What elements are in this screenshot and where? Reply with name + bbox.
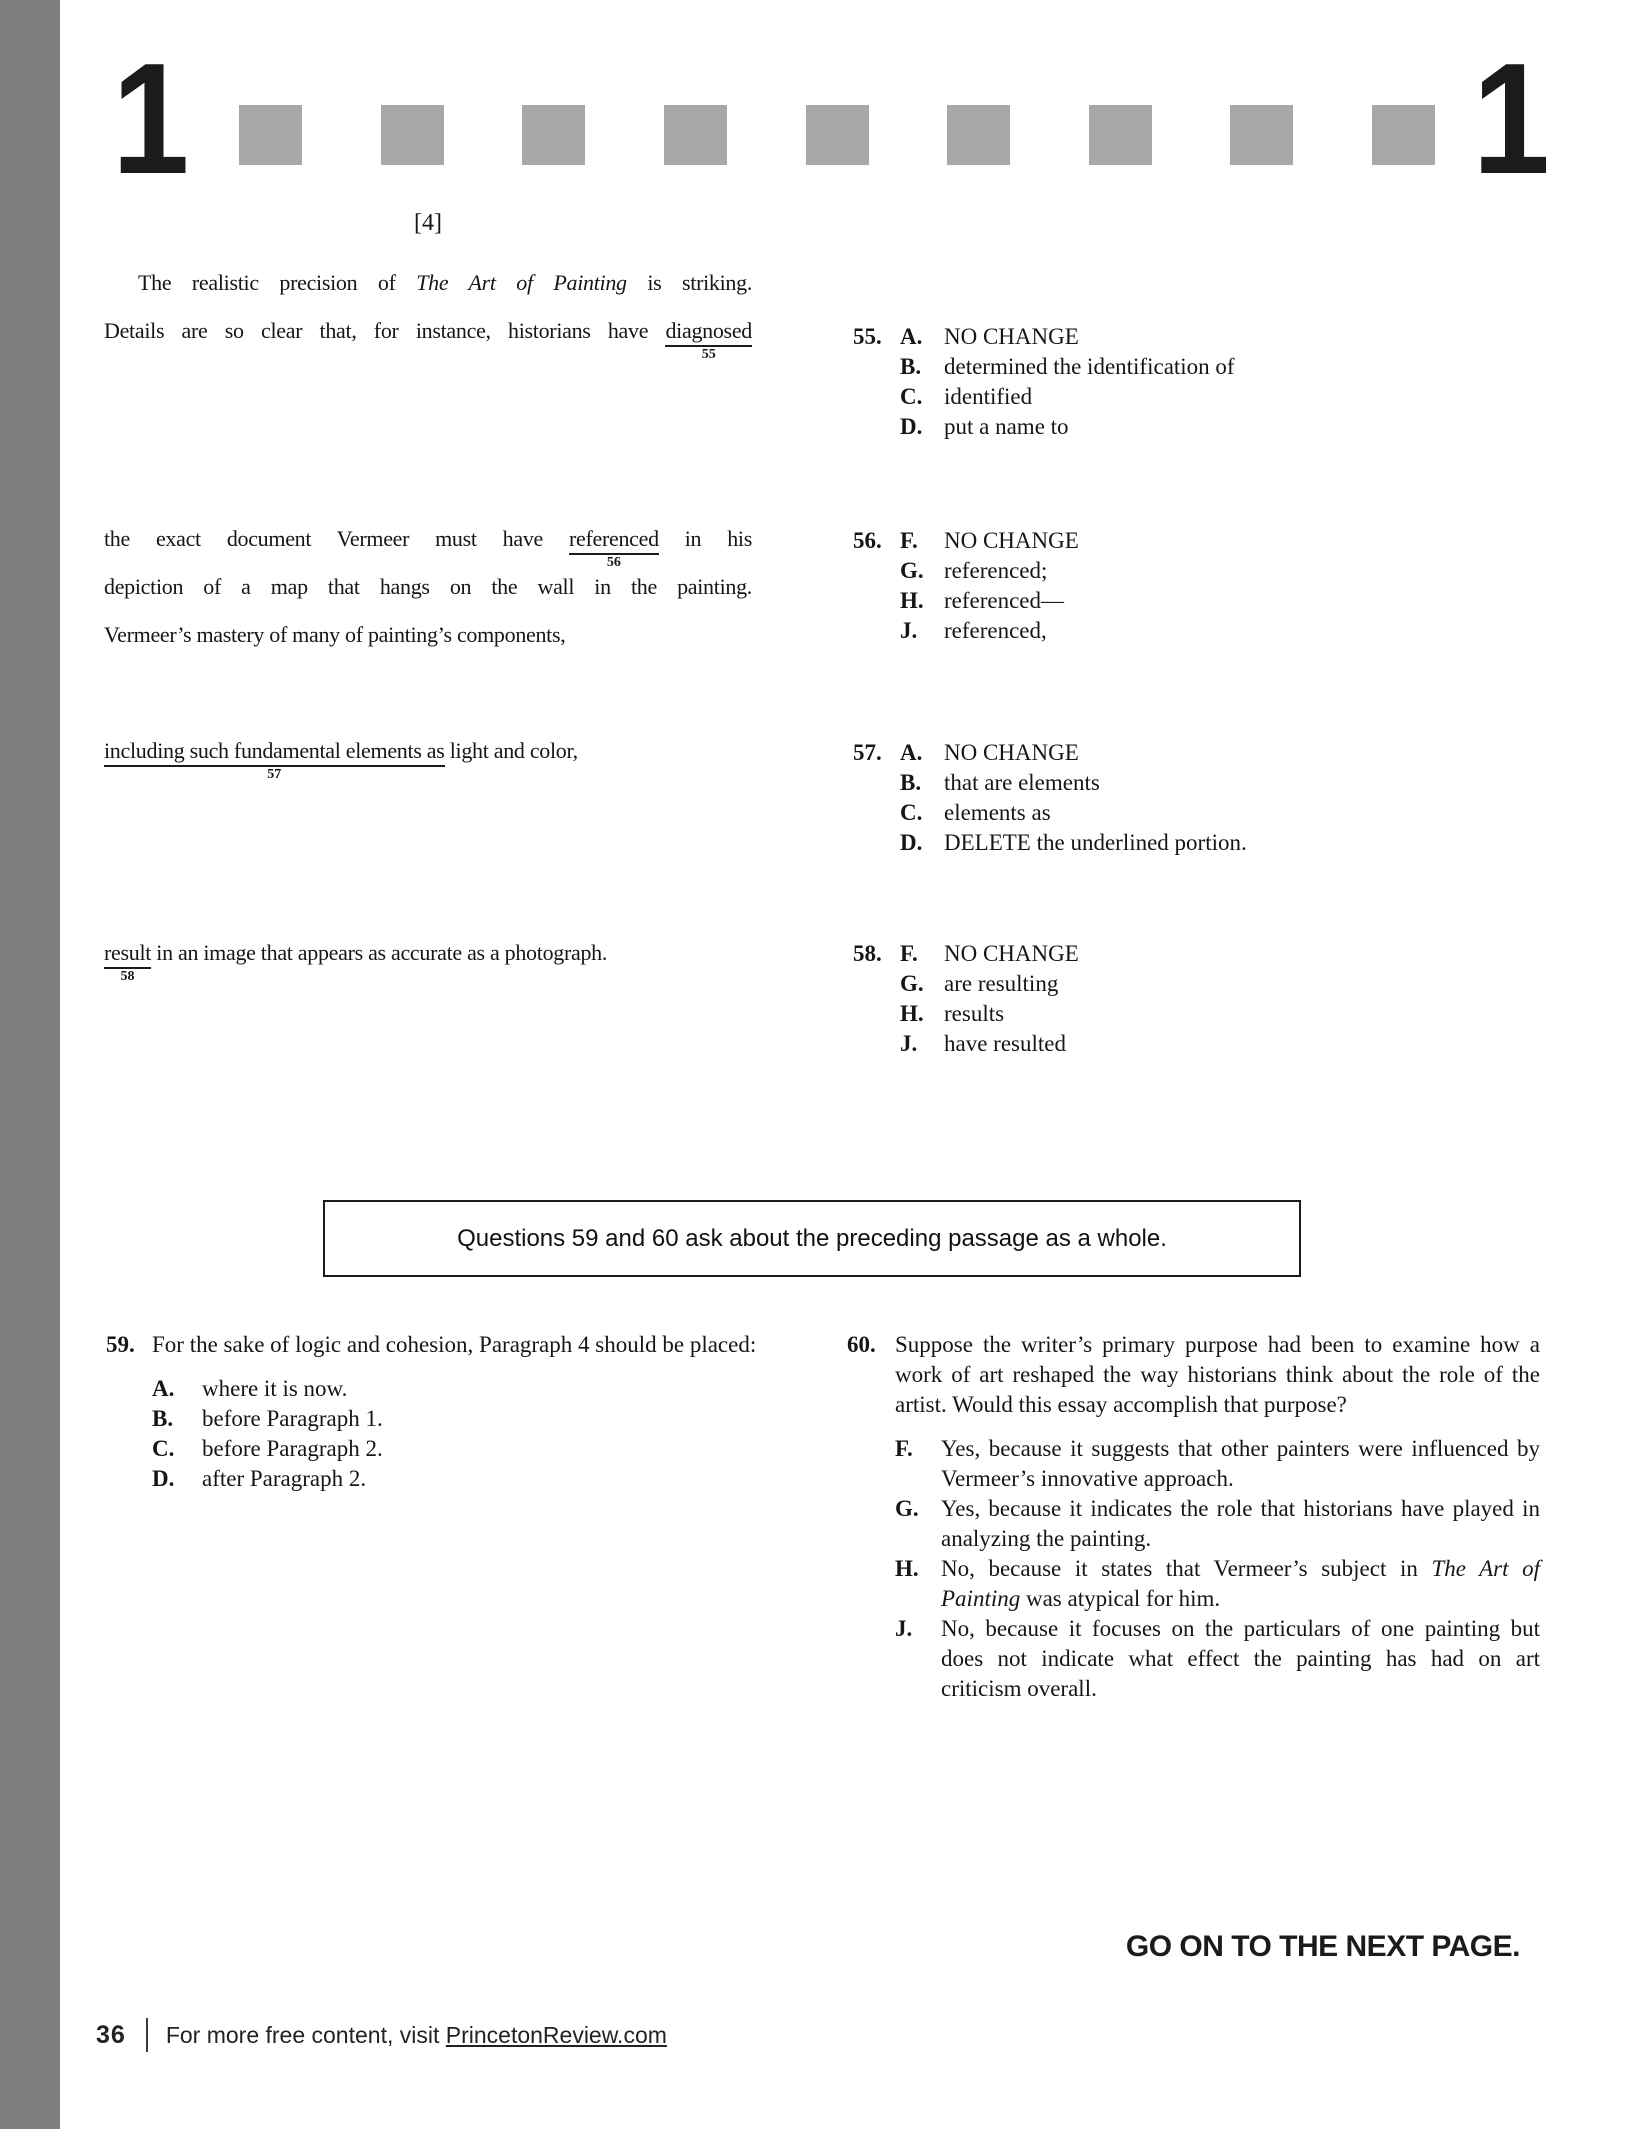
answer-option-D: [900, 412, 1553, 442]
text-segment: put a name to: [944, 414, 1069, 439]
option-text: [944, 352, 1553, 382]
option-letter: A.: [900, 324, 923, 349]
question-number: 56.: [853, 528, 882, 553]
header-square: [947, 105, 1010, 165]
option-letter: G.: [895, 1496, 919, 1521]
text-segment: light and color,: [444, 738, 578, 763]
passage-line: [104, 611, 752, 659]
princeton-review-link[interactable]: PrincetonReview.com: [445, 2021, 667, 2048]
option-text: [202, 1434, 778, 1464]
question-57: [853, 738, 1553, 858]
answer-option-B: [152, 1404, 778, 1434]
footer-text: For more free content, visit PrincetonReview.com: [165, 2021, 667, 2048]
option-letter: B.: [900, 354, 922, 379]
option-text: [941, 1494, 1540, 1554]
answer-option-F: [900, 526, 1553, 556]
test-section-numeral-left: 1: [112, 31, 190, 207]
text-segment: referenced;: [944, 558, 1048, 583]
text-segment: before Paragraph 1.: [202, 1406, 383, 1431]
underline-marker-number: 58: [120, 969, 135, 984]
answer-option-C: [900, 382, 1553, 412]
option-letter: C.: [900, 384, 923, 409]
option-letter: B.: [900, 770, 922, 795]
text-segment: before Paragraph 2.: [202, 1436, 383, 1461]
question-56: [853, 526, 1553, 646]
text-segment: DELETE the underlined portion.: [944, 830, 1247, 855]
passage-chunk: [104, 259, 753, 362]
passage-chunk: [104, 727, 752, 782]
question-body: [900, 738, 1553, 858]
text-segment: For the sake of logic and cohesion, Paragraph 4 should be placed:: [152, 1332, 757, 1357]
text-segment: have resulted: [944, 1031, 1066, 1056]
go-on-next-page-text: GO ON TO THE NEXT PAGE.: [1125, 1930, 1520, 1963]
text-segment: NO CHANGE: [944, 740, 1079, 765]
header-square: [239, 105, 302, 165]
option-letter: F.: [900, 941, 918, 966]
footer-divider: [146, 2018, 148, 2052]
text-segment: Suppose the writer’s primary purpose had been to examine how a work of art reshaped the way historians think about the role of the artist. Would this essay accomplish that purpose?: [895, 1332, 1540, 1417]
header-square: [381, 105, 444, 165]
header-square: [806, 105, 869, 165]
answer-option-D: [152, 1464, 778, 1494]
paragraph-section-label: [4]: [414, 210, 442, 236]
answer-option-B: [900, 768, 1553, 798]
underlined-segment: diagnosed 55: [665, 318, 752, 362]
answer-option-A: [900, 322, 1553, 352]
text-segment: NO CHANGE: [944, 528, 1079, 553]
underlined-segment: result 58: [104, 940, 152, 984]
answer-option-G: [900, 556, 1553, 586]
option-text: [944, 828, 1553, 858]
underlined-segment: including such fundamental elements as 57: [104, 738, 445, 782]
answer-option-C: [152, 1434, 778, 1464]
text-segment: where it is now.: [202, 1376, 348, 1401]
option-text: [944, 798, 1553, 828]
question-58: [853, 939, 1553, 1059]
option-letter: J.: [900, 1031, 918, 1056]
question-number: 57.: [853, 740, 882, 765]
option-letter: B.: [152, 1406, 174, 1431]
question-60: [847, 1330, 1540, 1704]
option-text: [941, 1554, 1540, 1614]
answer-option-B: [900, 352, 1553, 382]
option-text: [944, 616, 1553, 646]
option-text: [944, 768, 1553, 798]
text-segment: after Paragraph 2.: [202, 1466, 367, 1491]
passage-line: [104, 307, 752, 362]
text-segment: referenced—: [944, 588, 1065, 613]
text-segment: depiction of a map that hangs on the wall in the painting.: [104, 574, 752, 599]
option-text: [944, 939, 1553, 969]
option-text: [944, 738, 1553, 768]
question-body: [900, 939, 1553, 1059]
text-segment: The realistic precision of: [138, 270, 417, 295]
answer-option-F: [900, 939, 1553, 969]
question-body: [900, 322, 1553, 442]
left-gray-bar: [0, 0, 60, 2129]
option-text: [944, 382, 1553, 412]
answer-option-J: [900, 1029, 1553, 1059]
answer-option-A: [152, 1374, 778, 1404]
option-letter: G.: [900, 971, 924, 996]
answer-option-H: [900, 999, 1553, 1029]
text-segment: Vermeer’s mastery of many of painting’s components,: [104, 622, 566, 647]
underlined-segment: referenced 56: [568, 526, 659, 570]
passage-line: [104, 727, 752, 782]
question-number: 58.: [853, 941, 882, 966]
italic-segment: The Art of Painting: [941, 1556, 1540, 1611]
passage-line: [104, 563, 752, 611]
answer-option-D: [900, 828, 1553, 858]
text-segment: results: [944, 1001, 1005, 1026]
option-text: [202, 1464, 778, 1494]
test-section-numeral-right: 1: [1472, 31, 1550, 207]
text-segment: Details are so clear that, for instance, historians have: [104, 318, 666, 343]
underline-marker-number: 56: [606, 555, 621, 570]
question-number: 55.: [853, 324, 882, 349]
text-segment: determined the identification of: [944, 354, 1235, 379]
text-segment: in an image that appears as accurate as a photograph.: [151, 940, 608, 965]
answer-option-F: [895, 1434, 1540, 1494]
header-square: [1089, 105, 1152, 165]
text-segment: that are elements: [944, 770, 1100, 795]
question-body: [152, 1330, 778, 1494]
option-letter: J.: [900, 618, 918, 643]
option-text: [944, 412, 1553, 442]
page-footer: [96, 2018, 667, 2052]
text-segment: was atypical for him.: [1020, 1586, 1221, 1611]
question-stem: [895, 1330, 1540, 1420]
header-square: [522, 105, 585, 165]
option-text: [944, 526, 1553, 556]
answer-option-A: [900, 738, 1553, 768]
answer-option-C: [900, 798, 1553, 828]
option-letter: C.: [900, 800, 923, 825]
passage-chunk: [104, 929, 752, 984]
underline-marker-number: 57: [267, 767, 282, 782]
interlude-box: [323, 1200, 1301, 1277]
question-number: 59.: [106, 1332, 135, 1357]
page-number: 36: [96, 2020, 126, 2049]
header-square: [664, 105, 727, 165]
spacer: [895, 1420, 1540, 1434]
question-59: [106, 1330, 778, 1494]
answer-option-J: [895, 1614, 1540, 1704]
option-letter: D.: [900, 414, 923, 439]
question-number: 60.: [847, 1332, 876, 1357]
option-letter: C.: [152, 1436, 175, 1461]
answer-option-H: [895, 1554, 1540, 1614]
option-text: [944, 556, 1553, 586]
interlude-text: Questions 59 and 60 ask about the preceding passage as a whole.: [457, 1224, 1167, 1252]
passage-line: [104, 259, 752, 307]
text-segment: NO CHANGE: [944, 941, 1079, 966]
header-square: [1230, 105, 1293, 165]
text-segment: No, because it focuses on the particulars of one painting but does not indicate what effect the painting has had on art criticism overall.: [941, 1616, 1540, 1701]
header-square-strip: [239, 105, 1435, 165]
text-segment: in his: [658, 526, 752, 551]
text-segment: elements as: [944, 800, 1051, 825]
answer-option-H: [900, 586, 1553, 616]
answer-option-G: [900, 969, 1553, 999]
option-letter: H.: [900, 1001, 924, 1026]
option-letter: A.: [900, 740, 923, 765]
question-55: [853, 322, 1553, 442]
answer-option-J: [900, 616, 1553, 646]
text-segment: are resulting: [944, 971, 1059, 996]
option-letter: H.: [895, 1556, 919, 1581]
option-text: [944, 586, 1553, 616]
option-text: [944, 999, 1553, 1029]
option-letter: H.: [900, 588, 924, 613]
question-stem: [152, 1330, 778, 1360]
text-segment: NO CHANGE: [944, 324, 1079, 349]
option-letter: F.: [900, 528, 918, 553]
option-text: [202, 1404, 778, 1434]
text-segment: referenced,: [944, 618, 1047, 643]
option-text: [941, 1614, 1540, 1704]
option-letter: A.: [152, 1376, 175, 1401]
option-letter: D.: [152, 1466, 175, 1491]
answer-option-G: [895, 1494, 1540, 1554]
underline-marker-number: 55: [701, 347, 716, 362]
italic-segment: The Art of Painting: [416, 270, 627, 295]
option-letter: G.: [900, 558, 924, 583]
option-text: [944, 969, 1553, 999]
text-segment: identified: [944, 384, 1033, 409]
passage-line: [104, 515, 752, 570]
option-text: [944, 1029, 1553, 1059]
text-segment: is striking.: [626, 270, 753, 295]
question-body: [900, 526, 1553, 646]
option-text: [944, 322, 1553, 352]
option-text: [941, 1434, 1540, 1494]
header-square: [1372, 105, 1435, 165]
text-segment: Yes, because it suggests that other painters were influenced by Vermeer’s innovative approach.: [941, 1436, 1540, 1491]
text-segment: No, because it states that Vermeer’s subject in: [941, 1556, 1432, 1581]
option-letter: J.: [895, 1616, 913, 1641]
option-text: [202, 1374, 778, 1404]
passage-chunk: [104, 515, 752, 659]
text-segment: Yes, because it indicates the role that historians have played in analyzing the painting.: [941, 1496, 1540, 1551]
spacer: [152, 1360, 778, 1374]
option-letter: D.: [900, 830, 923, 855]
option-letter: F.: [895, 1436, 913, 1461]
passage-line: [104, 929, 752, 984]
question-body: [895, 1330, 1540, 1704]
text-segment: the exact document Vermeer must have: [104, 526, 569, 551]
